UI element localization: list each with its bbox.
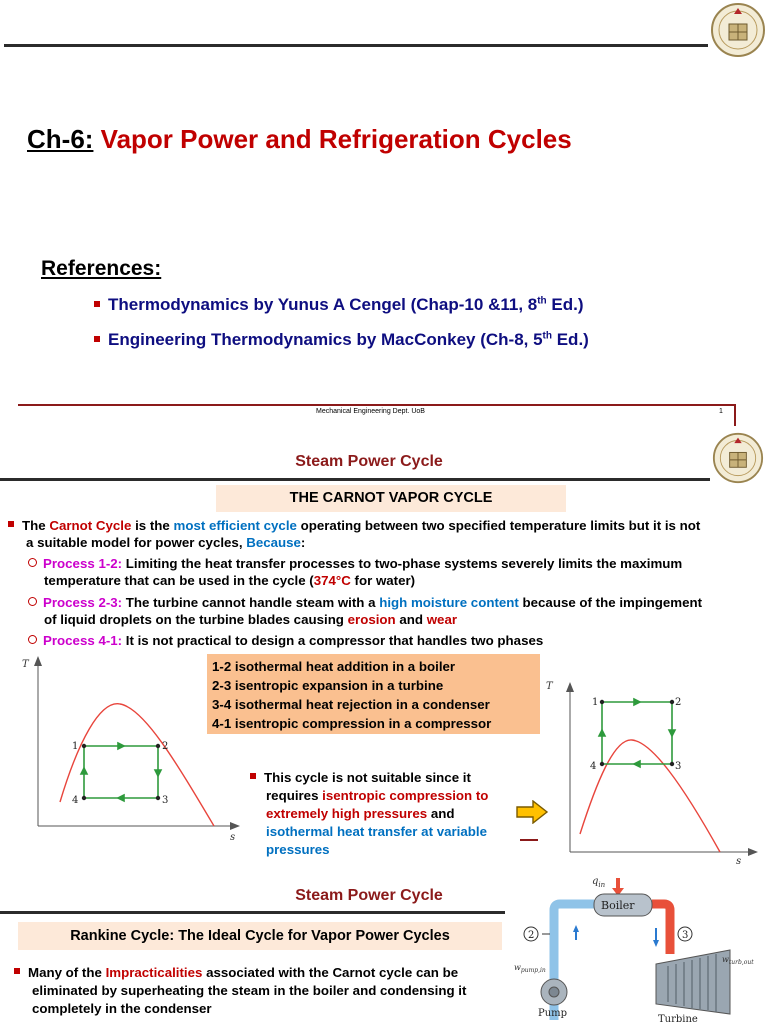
process-4-1: Process 4-1: It is not practical to design a compressor that handles two phases — [28, 632, 543, 649]
footer-rule — [18, 404, 736, 406]
main-bullet: Many of the Impracticalities associated with the Carnot cycle can be eliminated by superheating the steam in the boiler and condensing it completely in the condenser — [14, 964, 466, 1018]
legend-item: 1-2 isothermal heat addition in a boiler — [212, 659, 456, 674]
reference-item: Thermodynamics by Yunus A Cengel (Chap-10 &11, 8th Ed.) — [94, 295, 584, 315]
w-pump-label: $w_{pump,in}$ — [514, 963, 546, 974]
bullet-icon — [14, 968, 20, 974]
top-rule — [4, 44, 708, 47]
slide-title — [27, 124, 572, 155]
process-1-2: Process 1-2: Limiting the heat transfer processes to two-phase systems severely limits the maximum — [28, 555, 682, 572]
footer-rule-end — [734, 404, 736, 426]
footer-text: Mechanical Engineering Dept. UoB — [316, 408, 425, 415]
carnot-ts-diagram-right — [540, 674, 764, 868]
sub-bullet-icon — [28, 597, 37, 606]
legend-item: 2-3 isentropic expansion in a turbine — [212, 678, 444, 693]
slide-header: Steam Power Cycle — [295, 453, 443, 470]
point-1-label: 1 — [72, 741, 79, 752]
state-3-label: 3 — [682, 930, 689, 941]
t-axis-label: T — [22, 659, 29, 670]
unsuitability-note: This cycle is not suitable since it requires isentropic compression to extremely high pressures and isothermal heat transfer at variable pressures — [250, 769, 488, 859]
bullet-icon — [94, 301, 100, 307]
w-turb-label: $w_{turb,out}$ — [722, 955, 754, 966]
t-axis-label: T — [546, 681, 553, 692]
main-bullet-cont: a suitable model for power cycles, Because: — [26, 535, 306, 550]
point-4-label: 4 — [590, 761, 597, 772]
point-3-label: 3 — [162, 795, 169, 806]
process-2-3-cont: of liquid droplets on the turbine blades causing erosion and wear — [44, 612, 458, 627]
header-rule — [0, 478, 710, 481]
point-2-label: 2 — [675, 697, 682, 708]
process-legend — [212, 657, 491, 733]
s-axis-label: s — [736, 856, 742, 867]
main-bullet: The Carnot Cycle is the most efficient cycle operating between two specified temperature limits but it is not — [8, 517, 700, 534]
bullet-icon — [250, 773, 256, 779]
sub-bullet-icon — [28, 558, 37, 567]
title-prefix: Ch-6: — [27, 124, 94, 154]
boiler-label: Boiler — [601, 899, 635, 912]
q-in-label: $q_{in}$ — [592, 876, 606, 889]
slide-2 — [0, 428, 768, 868]
reference-item: Engineering Thermodynamics by MacConkey (Ch-8, 5th Ed.) — [94, 330, 589, 350]
point-2-label: 2 — [162, 741, 169, 752]
sub-bullet-icon — [28, 635, 37, 644]
point-4-label: 4 — [72, 795, 79, 806]
slide-1 — [0, 0, 768, 428]
section-title: Rankine Cycle: The Ideal Cycle for Vapor Power Cycles — [70, 928, 450, 944]
bullet-icon — [8, 521, 14, 527]
page-number: 1 — [719, 408, 723, 415]
arrow-underline — [520, 839, 538, 841]
point-3-label: 3 — [675, 761, 682, 772]
point-1-label: 1 — [592, 697, 599, 708]
legend-item: 4-1 isentropic compression in a compressor — [212, 716, 492, 731]
legend-item: 3-4 isothermal heat rejection in a condenser — [212, 697, 490, 712]
section-title: THE CARNOT VAPOR CYCLE — [289, 490, 493, 506]
slide-3 — [0, 868, 768, 1024]
rankine-cycle-figure — [508, 868, 768, 1024]
process-1-2-cont: temperature that can be used in the cycle (374°C for water) — [44, 573, 416, 588]
slide-header: Steam Power Cycle — [295, 887, 443, 904]
title-main: Vapor Power and Refrigeration Cycles — [100, 124, 572, 154]
s-axis-label: s — [230, 832, 236, 842]
state-2-label: 2 — [528, 930, 535, 941]
bullet-icon — [94, 336, 100, 342]
header-rule — [0, 911, 505, 914]
pump-label: Pump — [538, 1008, 568, 1019]
turbine-label: Turbine — [658, 1014, 698, 1024]
references-heading: References: — [41, 257, 162, 280]
university-logo — [710, 2, 766, 58]
process-2-3: Process 2-3: The turbine cannot handle steam with a high moisture content because of the impingement — [28, 594, 702, 611]
